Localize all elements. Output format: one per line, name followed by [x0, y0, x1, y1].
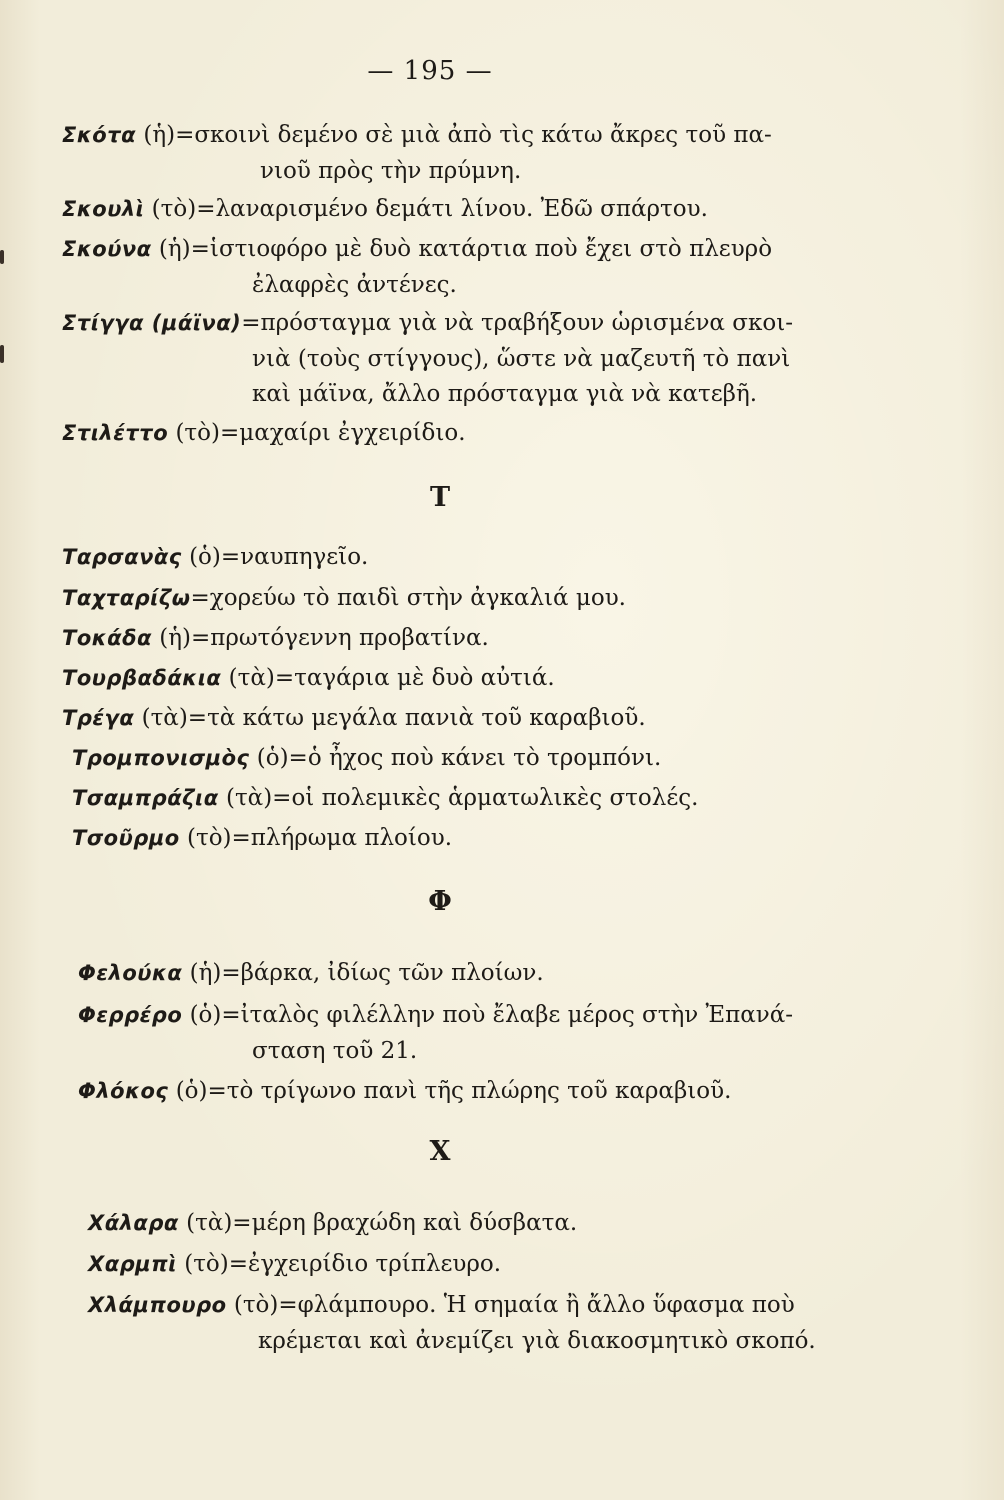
- entry-headword: Τοκάδα: [62, 626, 152, 650]
- entry-definition: (τὸ)=φλάμπουρο. Ἡ σημαία ἢ ἄλλο ὕφασμα ποὺ: [233, 1292, 795, 1318]
- entry-definition: (ἡ)=πρωτόγεννη προβατίνα.: [159, 625, 489, 651]
- entry-headword: Χλάμπουρο: [88, 1293, 227, 1317]
- dictionary-entry: [78, 996, 878, 1034]
- dictionary-entry: [62, 116, 862, 154]
- entry-definition: (τὸ)=ἐγχειρίδιο τρίπλευρο.: [184, 1251, 502, 1277]
- entry-definition: (ὁ)=ἰταλὸς φιλέλλην ποὺ ἔλαβε μέρος στὴν Ἐπανά-: [189, 1002, 794, 1028]
- entry-definition: (τὰ)=μέρη βραχώδη καὶ δύσβατα.: [186, 1210, 578, 1236]
- entry-headword: Φλόκος: [78, 1079, 169, 1103]
- entry-definition: (ὁ)=τὸ τρίγωνο πανὶ τῆς πλώρης τοῦ καραβιοῦ.: [175, 1078, 732, 1104]
- section-letter-heading: Τ: [429, 482, 451, 513]
- page-edge-mark: [0, 250, 4, 264]
- dictionary-entry: [72, 819, 872, 857]
- dictionary-entry: [78, 1072, 878, 1110]
- entry-headword: Τσοῦρμο: [72, 826, 180, 850]
- dictionary-entry: [62, 414, 862, 452]
- dictionary-entry: [62, 190, 862, 228]
- dictionary-entry: [62, 538, 862, 576]
- dictionary-entry: [72, 779, 872, 817]
- entry-continuation: ἐλαφρὲς ἀντένες.: [252, 272, 457, 298]
- page-edge-mark: [0, 345, 4, 363]
- entry-definition: (ἡ)=βάρκα, ἰδίως τῶν πλοίων.: [189, 960, 544, 986]
- entry-definition: (τὸ)=πλήρωμα πλοίου.: [187, 825, 453, 851]
- dictionary-entry: [72, 739, 872, 777]
- entry-definition: =πρόσταγμα γιὰ νὰ τραβήξουν ὡρισμένα σκοι-: [241, 310, 793, 336]
- entry-definition: (τὰ)=οἱ πολεμικὲς ἁρματωλικὲς στολές.: [225, 785, 699, 811]
- entry-definition: (ἡ)=σκοινὶ δεμένο σὲ μιὰ ἀπὸ τὶς κάτω ἄκρες τοῦ πα-: [143, 122, 772, 148]
- entry-continuation: καὶ μάϊνα, ἄλλο πρόσταγμα γιὰ νὰ κατεβῆ.: [252, 381, 758, 407]
- dictionary-entry: [62, 619, 862, 657]
- entry-headword: Τσαμπράζια: [72, 786, 219, 810]
- entry-continuation: κρέμεται καὶ ἀνεμίζει γιὰ διακοσμητικὸ σκοπό.: [258, 1328, 816, 1354]
- entry-definition: (τὸ)=μαχαίρι ἐγχειρίδιο.: [175, 420, 466, 446]
- section-letter-heading: Χ: [429, 1136, 451, 1167]
- section-letter-heading: Φ: [428, 886, 452, 917]
- entry-headword: Στιλέττο: [62, 421, 169, 445]
- entry-definition: (τὸ)=λαναρισμένο δεμάτι λίνου. Ἐδῶ σπάρτου.: [151, 196, 708, 222]
- entry-definition: (ὁ)=ὁ ἦχος ποὺ κάνει τὸ τρομπόνι.: [256, 745, 662, 771]
- dictionary-entry: [88, 1286, 888, 1324]
- entry-headword: Χάλαρα: [88, 1211, 179, 1235]
- dictionary-entry: [88, 1204, 888, 1242]
- dictionary-entry: [78, 954, 878, 992]
- entry-continuation: νιὰ (τοὺς στίγγους), ὥστε νὰ μαζευτῆ τὸ πανὶ: [252, 346, 791, 372]
- dictionary-entry: [62, 230, 862, 268]
- entry-headword: Σκούνα: [62, 237, 152, 261]
- page-number: — 195 —: [367, 56, 493, 86]
- entry-continuation: νιοῦ πρὸς τὴν πρύμνη.: [260, 158, 522, 184]
- entry-definition: (τὰ)=ταγάρια μὲ δυὸ αὐτιά.: [228, 665, 555, 691]
- dictionary-entry: [62, 659, 862, 697]
- entry-headword: Τρέγα: [62, 706, 135, 730]
- entry-headword: Φερρέρο: [78, 1003, 183, 1027]
- entry-headword: Φελούκα: [78, 961, 183, 985]
- entry-continuation: σταση τοῦ 21.: [252, 1038, 418, 1064]
- entry-headword: Ταρσανὰς: [62, 545, 182, 569]
- entry-headword: Τουρβαδάκια: [62, 666, 222, 690]
- dictionary-entry: [62, 304, 862, 342]
- entry-headword: Σκότα: [62, 123, 137, 147]
- entry-definition: (ἡ)=ἱστιοφόρο μὲ δυὸ κατάρτια ποὺ ἔχει στὸ πλευρὸ: [158, 236, 773, 262]
- dictionary-entry: [88, 1245, 888, 1283]
- entry-headword: Σκουλὶ: [62, 197, 145, 221]
- entry-headword: Ταχταρίζω: [62, 586, 191, 610]
- entry-definition: =χορεύω τὸ παιδὶ στὴν ἀγκαλιά μου.: [190, 585, 626, 611]
- entry-headword: Τρομπονισμὸς: [72, 746, 250, 770]
- entry-headword: Στίγγα (μάϊνα): [62, 311, 242, 335]
- dictionary-entry: [62, 579, 862, 617]
- entry-definition: (τὰ)=τὰ κάτω μεγάλα πανιὰ τοῦ καραβιοῦ.: [141, 705, 646, 731]
- entry-definition: (ὁ)=ναυπηγεῖο.: [189, 544, 369, 570]
- dictionary-entry: [62, 699, 862, 737]
- entry-headword: Χαρμπὶ: [88, 1252, 177, 1276]
